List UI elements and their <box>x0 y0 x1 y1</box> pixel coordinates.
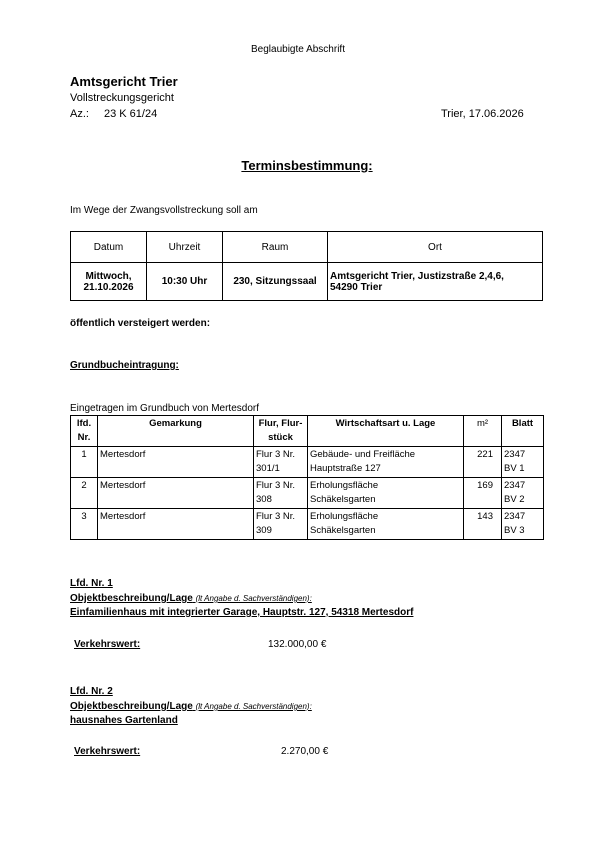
row-nr: 2 <box>71 478 98 509</box>
object-1-value-label: Verkehrswert: <box>74 639 141 650</box>
parcels-header-row <box>71 416 544 447</box>
place-date: Trier, 17.06.2026 <box>441 108 524 120</box>
row-area: 169 <box>464 478 502 509</box>
intro-text: Im Wege der Zwangsvollstreckung soll am <box>70 205 258 216</box>
object-1-lfd-label: Lfd. Nr. 1 <box>70 578 113 589</box>
row-flur: Flur 3 Nr. 309 <box>254 509 308 540</box>
date-weekday: Mittwoch, <box>85 270 132 282</box>
place-street: Amtsgericht Trier, Justizstraße 2,4,6, <box>330 270 504 282</box>
object-2-value: 2.270,00 € <box>281 746 329 757</box>
appointment-date <box>71 263 147 301</box>
object-2-lfd-label: Lfd. Nr. 2 <box>70 686 113 697</box>
header-date: Datum <box>71 232 147 263</box>
header-lfd: lfd. Nr. <box>71 416 98 447</box>
row-wirtschaftsart: Erholungsfläche Schäkelsgarten <box>308 478 464 509</box>
header-gemarkung: Gemarkung <box>98 416 254 447</box>
row-area: 143 <box>464 509 502 540</box>
row-blatt: 2347 BV 2 <box>502 478 544 509</box>
appointment-time: 10:30 Uhr <box>147 263 223 301</box>
header-blatt: Blatt <box>502 416 544 447</box>
parcels-table <box>70 415 544 540</box>
court-name: Amtsgericht Trier <box>70 74 178 89</box>
row-flur: Flur 3 Nr. 308 <box>254 478 308 509</box>
header-flur: Flur, Flur- stück <box>254 416 308 447</box>
land-register-heading: Grundbucheintragung: <box>70 360 179 371</box>
row-wirtschaftsart: Gebäude- und Freifläche Hauptstraße 127 <box>308 447 464 478</box>
table-row <box>71 447 544 478</box>
court-division: Vollstreckungsgericht <box>70 92 174 104</box>
header-wirtschaftsart: Wirtschaftsart u. Lage <box>308 416 464 447</box>
appointment-room: 230, Sitzungssaal <box>223 263 328 301</box>
place-city: 54290 Trier <box>330 281 383 293</box>
case-number: 23 K 61/24 <box>104 108 158 120</box>
row-blatt: 2347 BV 1 <box>502 447 544 478</box>
object-2-value-label: Verkehrswert: <box>74 746 141 757</box>
page-title: Terminsbestimmung: <box>241 158 373 173</box>
object-1-value: 132.000,00 € <box>268 639 327 650</box>
date-value: 21.10.2026 <box>83 281 134 293</box>
object-1-description: Einfamilienhaus mit integrierter Garage, Hauptstr. 127, 54318 Mertesdorf <box>70 607 414 618</box>
row-gemarkung: Mertesdorf <box>98 509 254 540</box>
land-register-intro: Eingetragen im Grundbuch von Mertesdorf <box>70 403 259 414</box>
header-time: Uhrzeit <box>147 232 223 263</box>
appointment-table <box>70 231 543 301</box>
row-flur: Flur 3 Nr. 301/1 <box>254 447 308 478</box>
header-room: Raum <box>223 232 328 263</box>
row-wirtschaftsart: Erholungsfläche Schäkelsgarten <box>308 509 464 540</box>
row-area: 221 <box>464 447 502 478</box>
table-row <box>71 509 544 540</box>
row-nr: 1 <box>71 447 98 478</box>
object-2-desc-label: Objektbeschreibung/Lage (lt Angabe d. Sachverständigen): <box>70 701 312 712</box>
row-gemarkung: Mertesdorf <box>98 478 254 509</box>
table-row <box>71 478 544 509</box>
auction-text: öffentlich versteigert werden: <box>70 318 211 329</box>
case-number-label: Az.: <box>70 108 89 120</box>
header-area: m² <box>464 416 502 447</box>
row-blatt: 2347 BV 3 <box>502 509 544 540</box>
certified-copy-label: Beglaubigte Abschrift <box>251 44 345 55</box>
object-1-desc-label: Objektbeschreibung/Lage (lt Angabe d. Sachverständigen): <box>70 593 312 604</box>
appointment-place <box>328 263 543 301</box>
header-place: Ort <box>328 232 543 263</box>
row-gemarkung: Mertesdorf <box>98 447 254 478</box>
object-2-description: hausnahes Gartenland <box>70 715 178 726</box>
row-nr: 3 <box>71 509 98 540</box>
